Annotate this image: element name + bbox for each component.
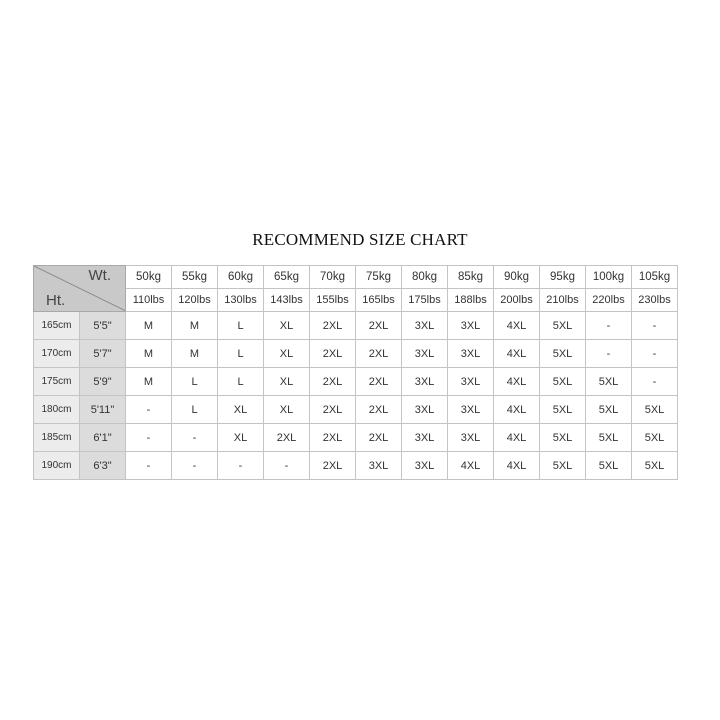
- weight-lbs-header: 165lbs: [356, 289, 402, 312]
- weight-kg-header: 100kg: [586, 266, 632, 289]
- weight-kg-header: 70kg: [310, 266, 356, 289]
- size-cell: 3XL: [402, 396, 448, 424]
- size-cell: 5XL: [586, 452, 632, 480]
- size-cell: 3XL: [448, 368, 494, 396]
- weight-lbs-header: 188lbs: [448, 289, 494, 312]
- height-cm-cell: 185cm: [34, 424, 80, 452]
- weight-kg-header: 75kg: [356, 266, 402, 289]
- size-cell: 3XL: [402, 368, 448, 396]
- weight-lbs-header: 230lbs: [632, 289, 678, 312]
- size-cell: 5XL: [540, 396, 586, 424]
- size-cell: -: [586, 340, 632, 368]
- height-ft-cell: 6'1": [80, 424, 126, 452]
- size-cell: 2XL: [310, 368, 356, 396]
- size-cell: 5XL: [632, 452, 678, 480]
- weight-lbs-header: 110lbs: [126, 289, 172, 312]
- size-cell: M: [126, 368, 172, 396]
- height-cm-cell: 190cm: [34, 452, 80, 480]
- height-ft-cell: 5'7": [80, 340, 126, 368]
- size-cell: 5XL: [540, 312, 586, 340]
- size-cell: L: [172, 368, 218, 396]
- weight-lbs-header: 130lbs: [218, 289, 264, 312]
- weight-lbs-header: 175lbs: [402, 289, 448, 312]
- size-cell: 4XL: [448, 452, 494, 480]
- corner-header-cell: [34, 266, 126, 312]
- size-cell: 2XL: [356, 368, 402, 396]
- size-cell: XL: [264, 312, 310, 340]
- weight-kg-header: 65kg: [264, 266, 310, 289]
- height-ft-cell: 6'3": [80, 452, 126, 480]
- size-cell: 4XL: [494, 312, 540, 340]
- size-cell: 2XL: [264, 424, 310, 452]
- weight-kg-header: 90kg: [494, 266, 540, 289]
- size-cell: XL: [264, 396, 310, 424]
- size-cell: XL: [264, 340, 310, 368]
- chart-title: RECOMMEND SIZE CHART: [252, 230, 468, 249]
- table-row: [34, 424, 678, 452]
- weight-kg-header: 105kg: [632, 266, 678, 289]
- size-cell: L: [218, 368, 264, 396]
- size-cell: 3XL: [402, 312, 448, 340]
- size-cell: XL: [264, 368, 310, 396]
- size-cell: -: [632, 340, 678, 368]
- table-row: [34, 452, 678, 480]
- size-cell: 3XL: [402, 424, 448, 452]
- size-cell: 4XL: [494, 396, 540, 424]
- size-cell: 5XL: [586, 368, 632, 396]
- size-cell: M: [126, 312, 172, 340]
- size-cell: 4XL: [494, 340, 540, 368]
- size-cell: 2XL: [356, 424, 402, 452]
- size-cell: 3XL: [402, 340, 448, 368]
- table-row: [34, 368, 678, 396]
- size-cell: 5XL: [632, 396, 678, 424]
- size-cell: 5XL: [540, 340, 586, 368]
- weight-kg-header: 95kg: [540, 266, 586, 289]
- size-cell: 3XL: [402, 452, 448, 480]
- height-cm-cell: 165cm: [34, 312, 80, 340]
- size-cell: -: [126, 396, 172, 424]
- size-cell: -: [218, 452, 264, 480]
- size-cell: XL: [218, 396, 264, 424]
- weight-kg-header: 50kg: [126, 266, 172, 289]
- table-row: [34, 312, 678, 340]
- weight-lbs-header: 143lbs: [264, 289, 310, 312]
- weight-kg-row: [34, 266, 678, 289]
- size-cell: 5XL: [632, 424, 678, 452]
- size-cell: -: [126, 424, 172, 452]
- height-cm-cell: 175cm: [34, 368, 80, 396]
- size-cell: 4XL: [494, 368, 540, 396]
- weight-kg-header: 55kg: [172, 266, 218, 289]
- size-cell: 4XL: [494, 424, 540, 452]
- size-chart-table: [33, 265, 678, 480]
- size-cell: M: [172, 340, 218, 368]
- size-cell: 2XL: [310, 340, 356, 368]
- size-cell: L: [218, 340, 264, 368]
- size-cell: XL: [218, 424, 264, 452]
- size-cell: 5XL: [540, 452, 586, 480]
- height-ft-cell: 5'11": [80, 396, 126, 424]
- weight-lbs-row: [34, 289, 678, 312]
- weight-lbs-header: 155lbs: [310, 289, 356, 312]
- table-row: [34, 396, 678, 424]
- height-cm-cell: 180cm: [34, 396, 80, 424]
- size-cell: 3XL: [448, 424, 494, 452]
- size-cell: 2XL: [310, 452, 356, 480]
- weight-kg-header: 80kg: [402, 266, 448, 289]
- size-cell: L: [172, 396, 218, 424]
- weight-lbs-header: 210lbs: [540, 289, 586, 312]
- height-axis-label: Ht.: [46, 292, 66, 309]
- size-cell: -: [264, 452, 310, 480]
- size-cell: 2XL: [356, 340, 402, 368]
- weight-lbs-header: 120lbs: [172, 289, 218, 312]
- size-cell: -: [126, 452, 172, 480]
- size-cell: 3XL: [356, 452, 402, 480]
- size-cell: 2XL: [356, 312, 402, 340]
- size-cell: 4XL: [494, 452, 540, 480]
- size-cell: 5XL: [586, 396, 632, 424]
- weight-axis-label: Wt.: [88, 267, 111, 284]
- size-cell: 3XL: [448, 396, 494, 424]
- weight-lbs-header: 220lbs: [586, 289, 632, 312]
- weight-kg-header: 60kg: [218, 266, 264, 289]
- height-cm-cell: 170cm: [34, 340, 80, 368]
- height-ft-cell: 5'9": [80, 368, 126, 396]
- size-cell: -: [172, 452, 218, 480]
- height-ft-cell: 5'5": [80, 312, 126, 340]
- size-cell: -: [586, 312, 632, 340]
- size-cell: 3XL: [448, 312, 494, 340]
- size-cell: 5XL: [540, 424, 586, 452]
- size-cell: M: [126, 340, 172, 368]
- size-cell: 3XL: [448, 340, 494, 368]
- size-cell: -: [172, 424, 218, 452]
- size-cell: 2XL: [310, 424, 356, 452]
- size-cell: 2XL: [310, 396, 356, 424]
- size-cell: 2XL: [356, 396, 402, 424]
- size-cell: -: [632, 312, 678, 340]
- size-cell: M: [172, 312, 218, 340]
- size-cell: 2XL: [310, 312, 356, 340]
- weight-kg-header: 85kg: [448, 266, 494, 289]
- size-cell: 5XL: [586, 424, 632, 452]
- weight-lbs-header: 200lbs: [494, 289, 540, 312]
- size-cell: -: [632, 368, 678, 396]
- size-cell: 5XL: [540, 368, 586, 396]
- table-row: [34, 340, 678, 368]
- size-cell: L: [218, 312, 264, 340]
